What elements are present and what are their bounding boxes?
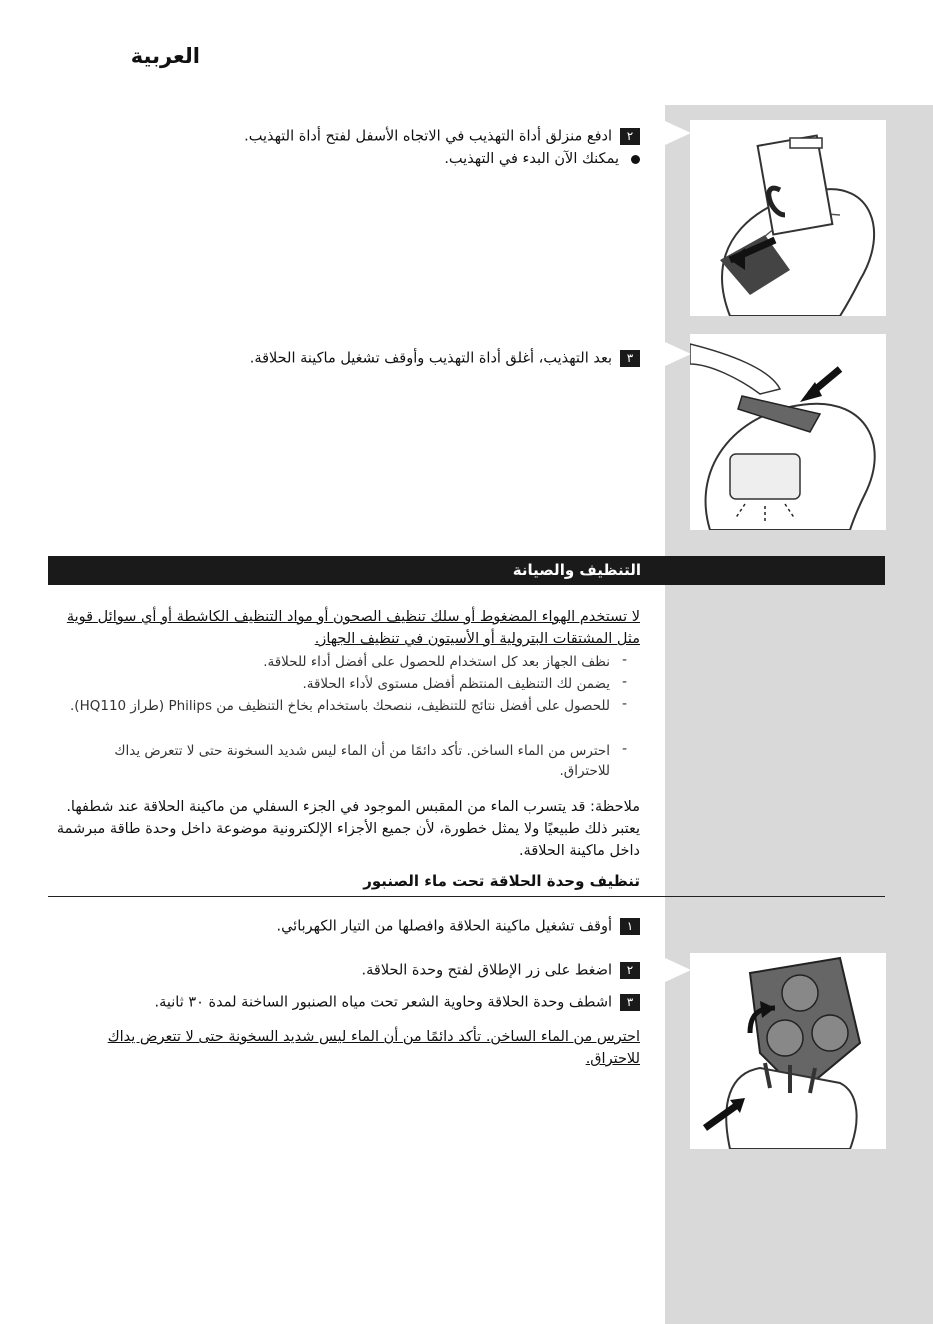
step-number-badge: ٢ xyxy=(620,962,640,979)
step-text: اشطف وحدة الحلاقة وحاوية الشعر تحت مياه الصنبور الساخنة لمدة ٣٠ ثانية. xyxy=(154,994,612,1011)
step-text: أوقف تشغيل ماكينة الحلاقة وافصلها من التيار الكهربائي. xyxy=(276,918,612,935)
list-item: للحصول على أفضل نتائج للتنظيف، ننصحك باستخدام بخاخ التنظيف من Philips (طراز HQ110). xyxy=(70,698,610,714)
list-item: يضمن لك التنظيف المنتظم أفضل مستوى لأداء الحلاقة. xyxy=(302,676,610,692)
step-number-badge: ٣ xyxy=(620,994,640,1011)
section-title: التنظيف والصيانة xyxy=(512,561,641,579)
warning-text: احترس من الماء الساخن. تأكد دائمًا من أن الماء ليس شديد السخونة حتى لا تتعرض يداك للاحتراق. xyxy=(107,1029,640,1067)
step-2-trimmer-open xyxy=(244,128,640,145)
divider-line xyxy=(48,896,885,897)
shaver-trimmer-close-illustration xyxy=(690,334,886,530)
shaver-head-open-illustration xyxy=(690,953,886,1149)
sub-bullet xyxy=(444,151,640,167)
step-2-press-release xyxy=(362,962,640,979)
list-dash: - xyxy=(622,674,628,690)
section-header-bar xyxy=(48,556,885,585)
language-heading: العربية xyxy=(130,44,200,68)
list-dash: - xyxy=(622,696,628,712)
list-item: احترس من الماء الساخن. تأكد دائمًا من أن الماء ليس شديد السخونة حتى لا تتعرض يداك للاحتراق. xyxy=(114,743,610,779)
step-text: اضغط على زر الإطلاق لفتح وحدة الحلاقة. xyxy=(361,962,612,979)
step-1-switch-off xyxy=(276,918,640,935)
pointer-triangle xyxy=(665,342,691,366)
list-dash: - xyxy=(622,741,628,757)
step-number-badge: ١ xyxy=(620,918,640,935)
step-number-badge: ٣ xyxy=(620,350,640,367)
shaver-trimmer-open-illustration xyxy=(690,120,886,316)
bullet-icon xyxy=(631,155,640,164)
step-text: بعد التهذيب، أغلق أداة التهذيب وأوقف تشغيل ماكينة الحلاقة. xyxy=(249,350,612,367)
list-dash: - xyxy=(622,652,628,668)
pointer-triangle xyxy=(665,121,691,145)
warning-text: لا تستخدم الهواء المضغوط أو سلك تنظيف الصحون أو مواد التنظيف الكاشطة أو أي سوائل قوية مثل المشتقات البترولية أو الأسيتون في تنظيف الجهاز. xyxy=(66,609,640,647)
step-text: ادفع منزلق أداة التهذيب في الاتجاه الأسفل لفتح أداة التهذيب. xyxy=(244,128,612,145)
subsection-heading: تنظيف وحدة الحلاقة تحت ماء الصنبور xyxy=(363,872,640,890)
step-3-close-trimmer xyxy=(250,350,640,367)
step-number-badge: ٢ xyxy=(620,128,640,145)
step-3-rinse xyxy=(155,994,641,1011)
note-paragraph: ملاحظة: قد يتسرب الماء من المقبس الموجود في الجزء السفلي من ماكينة الحلاقة عند شطفها. يعتبر ذلك طبيعيًا ولا يمثل خطورة، لأن جميع الأجزاء الإلكترونية موضوعة داخل وحدة طاقة مبرشمة داخل ماكينة الحلاقة. xyxy=(56,799,640,859)
list-item: نظف الجهاز بعد كل استخدام للحصول على أفضل أداء للحلاقة. xyxy=(263,654,610,670)
pointer-triangle xyxy=(665,958,691,982)
sub-bullet-text: يمكنك الآن البدء في التهذيب. xyxy=(444,151,619,167)
